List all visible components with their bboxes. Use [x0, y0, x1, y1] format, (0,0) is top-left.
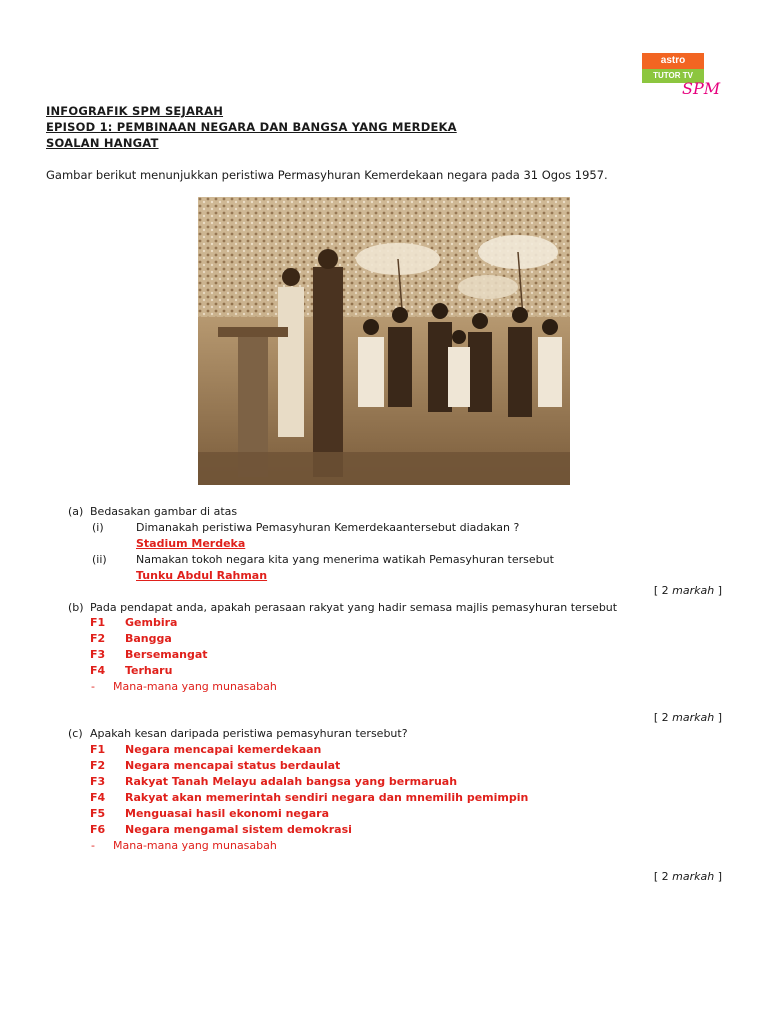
marks-close: ] [714, 584, 722, 597]
qb-answer-text: Gembira [125, 616, 178, 629]
qb-label: (b) [68, 601, 84, 614]
qb-answer-text: Terharu [125, 664, 173, 677]
qa-ii-answer: Tunku Abdul Rahman [136, 569, 268, 582]
marks-open: [ 2 [653, 711, 673, 724]
qa-i-text: Dimanakah peristiwa Pemasyhuran Kemerdekaantersebut diadakan ? [136, 521, 520, 534]
qc-answer-code: F3 [90, 775, 106, 788]
qa-text: Bedasakan gambar di atas [90, 505, 238, 518]
qa-ii-label: (ii) [92, 553, 107, 566]
marks-open: [ 2 [653, 870, 673, 883]
qc-answer-text: Negara mencapai status berdaulat [125, 759, 341, 772]
qb-marks [654, 711, 722, 724]
logo-suffix: SPM [682, 79, 721, 98]
qc-answer-code: F1 [90, 743, 106, 756]
qc-note: Mana-mana yang munasabah [113, 839, 277, 852]
qb-note: Mana-mana yang munasabah [113, 680, 277, 693]
intro-text: Gambar berikut menunjukkan peristiwa Permasyhuran Kemerdekaan negara pada 31 Ogos 1957. [46, 168, 608, 182]
qa-i-answer: Stadium Merdeka [136, 537, 246, 550]
qb-answer-code: F2 [90, 632, 106, 645]
qb-answer-code: F4 [90, 664, 106, 677]
marks-word: markah [672, 711, 715, 724]
qa-label: (a) [68, 505, 84, 518]
qa-i-label: (i) [92, 521, 104, 534]
qb-answer-code: F3 [90, 648, 106, 661]
qa-ii-text: Namakan tokoh negara kita yang menerima watikah Pemasyhuran tersebut [136, 553, 554, 566]
qb-text: Pada pendapat anda, apakah perasaan rakyat yang hadir semasa majlis pemasyhuran tersebut [90, 601, 618, 614]
logo-product: TUTOR TV [642, 69, 704, 83]
independence-declaration-photo [198, 197, 570, 485]
marks-close: ] [714, 870, 722, 883]
marks-open: [ 2 [653, 584, 673, 597]
qc-answer-text: Rakyat akan memerintah sendiri negara dan mnemilih pemimpin [125, 791, 529, 804]
marks-word: markah [672, 870, 715, 883]
qc-note-dash: - [91, 839, 95, 852]
marks-word: markah [672, 584, 715, 597]
qc-answer-code: F6 [90, 823, 106, 836]
qc-label: (c) [68, 727, 83, 740]
qb-note-dash: - [91, 680, 95, 693]
logo-brand: astro [642, 53, 704, 69]
astro-tutor-tv-logo [642, 53, 721, 101]
qb-answer-text: Bangga [125, 632, 172, 645]
qc-answer-code: F4 [90, 791, 106, 804]
qc-answer-code: F5 [90, 807, 106, 820]
qc-answer-text: Negara mencapai kemerdekaan [125, 743, 322, 756]
header-line-1: INFOGRAFIK SPM SEJARAH [46, 104, 224, 118]
qc-answer-code: F2 [90, 759, 106, 772]
header-line-2: EPISOD 1: PEMBINAAN NEGARA DAN BANGSA YANG MERDEKA [46, 120, 457, 134]
qc-answer-text: Negara mengamal sistem demokrasi [125, 823, 352, 836]
qc-answer-text: Menguasai hasil ekonomi negara [125, 807, 330, 820]
header-line-3: SOALAN HANGAT [46, 136, 159, 150]
qb-answer-text: Bersemangat [125, 648, 208, 661]
qb-answer-code: F1 [90, 616, 106, 629]
qc-text: Apakah kesan daripada peristiwa pemasyhuran tersebut? [90, 727, 408, 740]
qc-marks [654, 870, 722, 883]
marks-close: ] [714, 711, 722, 724]
qc-answer-text: Rakyat Tanah Melayu adalah bangsa yang bermaruah [125, 775, 458, 788]
qa-marks [654, 584, 722, 597]
